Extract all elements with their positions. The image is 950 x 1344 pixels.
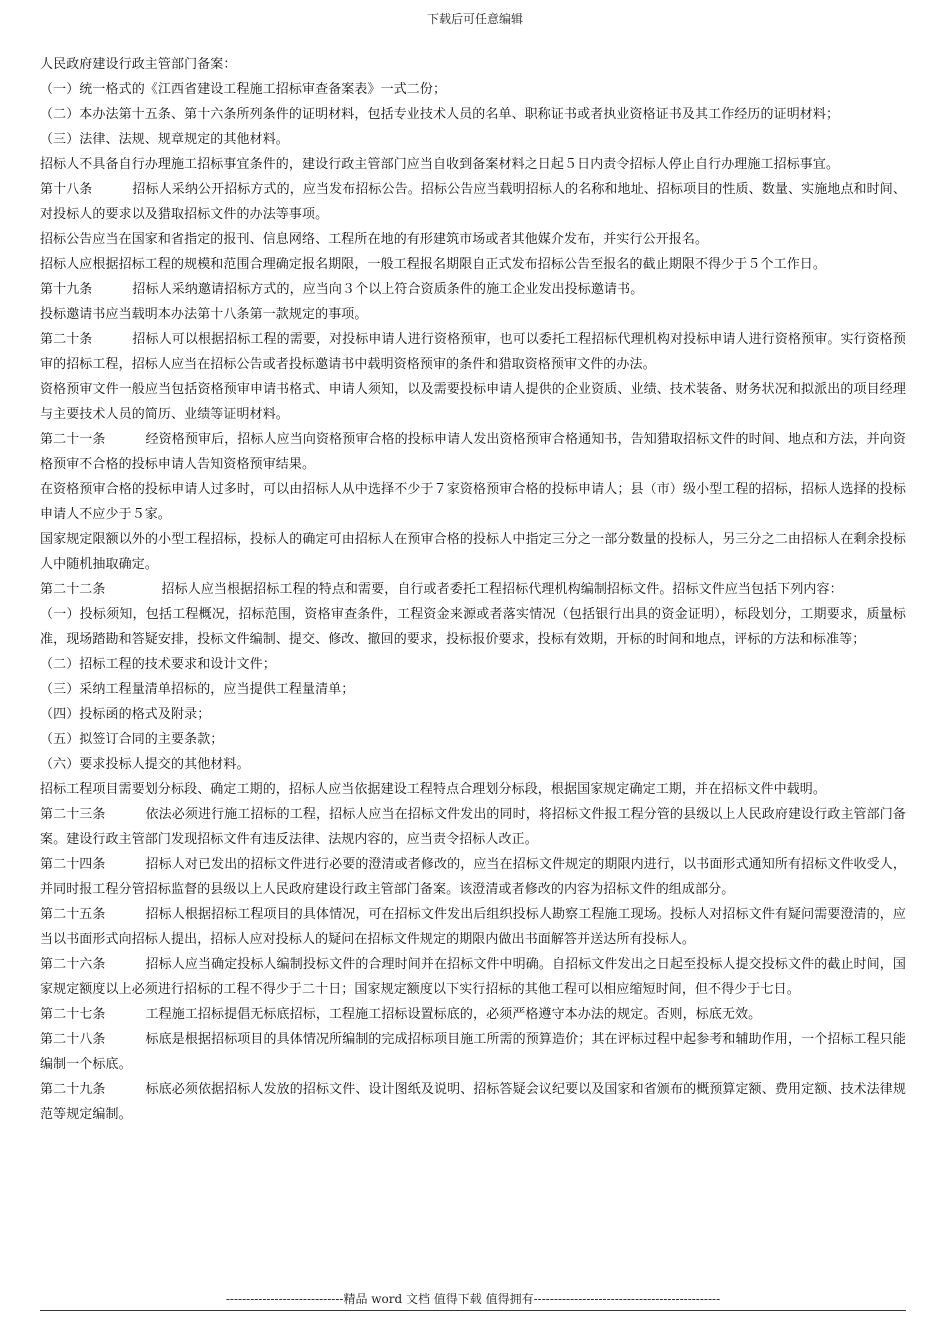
paragraph-text: 招标人对已发出的招标文件进行必要的澄清或者修改的，应当在招标文件规定的期限内进行，以书面形式通知所有招标文件收受人，并同时报工程分管招标监督的县级以上人民政府建设行政主管部门备案。该澄清或者修改的内容为招标文件的组成部分。 [40,857,906,897]
paragraph-text: （五）拟签订合同的主要条款； [40,732,224,747]
paragraph-text: 依法必须进行施工招标的工程，招标人应当在招标文件发出的同时，将招标文件报工程分管的县级以上人民政府建设行政主管部门备案。建设行政主管部门发现招标文件有违反法律、法规内容的，应当责令招标人改正。 [40,807,906,847]
article-paragraph [40,177,906,227]
paragraph-text: （三）采纳工程量清单招标的，应当提供工程量清单； [40,682,355,697]
body-paragraph [40,52,906,77]
article-number: 第二十条 [40,332,93,347]
article-number: 第二十八条 [40,1032,106,1047]
article-paragraph [40,802,906,852]
paragraph-text: （二）本办法第十五条、第十六条所列条件的证明材料，包括专业技术人员的名单、职称证书或者执业资格证书及其工作经历的证明材料； [40,107,840,122]
article-number: 第十九条 [40,282,93,297]
body-paragraph [40,527,906,577]
body-paragraph [40,252,906,277]
article-paragraph [40,327,906,377]
body-paragraph [40,152,906,177]
paragraph-text: 资格预审文件一般应当包括资格预审申请书格式、申请人须知，以及需要投标申请人提供的企业资质、业绩、技术装备、财务状况和拟派出的项目经理与主要技术人员的简历、业绩等证明材料。 [40,382,906,422]
paragraph-text: 招标人采纳邀请招标方式的，应当向３个以上符合资质条件的施工企业发出投标邀请书。 [132,282,644,297]
article-paragraph [40,1027,906,1077]
paragraph-text: 招标人不具备自行办理施工招标事宜条件的，建设行政主管部门应当自收到备案材料之日起５日内责令招标人停止自行办理施工招标事宜。 [40,157,840,172]
paragraph-text: 招标人应根据招标工程的规模和范围合理确定报名期限，一般工程报名期限自正式发布招标公告至报名的截止期限不得少于５个工作日。 [40,257,827,272]
paragraph-text: 标底是根据招标项目的具体情况所编制的完成招标项目施工所需的预算造价；其在评标过程中起参考和辅助作用，一个招标工程只能编制一个标底。 [40,1032,906,1072]
body-paragraph [40,752,906,777]
body-paragraph [40,302,906,327]
document-body [40,52,906,1127]
paragraph-text: （四）投标函的格式及附录； [40,707,211,722]
article-number: 第十八条 [40,182,93,197]
paragraph-text: （一）投标须知，包括工程概况，招标范围，资格审查条件，工程资金来源或者落实情况（包括银行出具的资金证明），标段划分，工期要求，质量标准，现场踏勘和答疑安排，投标文件编制、提交、修改、撤回的要求，投标报价要求，投标有效期，开标的时间和地点，评标的方法和标准等； [40,607,906,647]
article-number: 第二十一条 [40,432,106,447]
paragraph-text: （三）法律、法规、规章规定的其他材料。 [40,132,289,147]
paragraph-text: 标底必须依据招标人发放的招标文件、设计图纸及说明、招标答疑会议纪要以及国家和省颁布的概预算定额、费用定额、技术法律规范等规定编制。 [40,1082,906,1122]
paragraph-text: 工程施工招标提倡无标底招标，工程施工招标设置标底的，必须严格遵守本办法的规定。否则，标底无效。 [145,1007,762,1022]
page-footer: -----------------------------精品 word 文档 值得下载 值得拥有---------------------------------------------- [225,1292,721,1306]
paragraph-text: （一）统一格式的《江西省建设工程施工招标审查备案表》一式二份； [40,82,447,97]
paragraph-text: 投标邀请书应当载明本办法第十八条第一款规定的事项。 [40,307,368,322]
paragraph-text: 招标人根据招标工程项目的具体情况，可在招标文件发出后组织投标人勘察工程施工现场。投标人对招标文件有疑问需要澄清的，应当以书面形式向招标人提出，招标人应对投标人的疑问在招标文件规定的期限内做出书面解答并送达所有投标人。 [40,907,906,947]
body-paragraph [40,377,906,427]
paragraph-text: 国家规定限额以外的小型工程招标，投标人的确定可由招标人在预审合格的投标人中指定三分之一部分数量的投标人，另三分之二由招标人在剩余投标人中随机抽取确定。 [40,532,906,572]
body-paragraph [40,677,906,702]
page-header: 下载后可任意编辑 [426,12,523,26]
body-paragraph [40,702,906,727]
article-paragraph [40,277,906,302]
article-paragraph [40,1077,906,1127]
article-paragraph [40,577,906,602]
article-paragraph [40,952,906,1002]
body-paragraph [40,102,906,127]
paragraph-text: 招标工程项目需要划分标段、确定工期的，招标人应当依据建设工程特点合理划分标段，根据国家规定确定工期，并在招标文件中载明。 [40,782,827,797]
article-paragraph [40,1002,906,1027]
article-number: 第二十九条 [40,1082,106,1097]
article-number: 第二十七条 [40,1007,106,1022]
article-number: 第二十六条 [40,957,106,972]
body-paragraph [40,127,906,152]
paragraph-text: 招标人应当根据招标工程的特点和需要，自行或者委托工程招标代理机构编制招标文件。招标文件应当包括下列内容： [161,582,843,597]
paragraph-text: 招标人采纳公开招标方式的，应当发布招标公告。招标公告应当载明招标人的名称和地址、招标项目的性质、数量、实施地点和时间、对投标人的要求以及猎取招标文件的办法等事项。 [40,182,906,222]
article-paragraph [40,427,906,477]
footer-rule [40,1310,906,1311]
body-paragraph [40,477,906,527]
article-paragraph [40,852,906,902]
paragraph-text: 在资格预审合格的投标申请人过多时，可以由招标人从中选择不少于７家资格预审合格的投标申请人；县（市）级小型工程的招标，招标人选择的投标申请人不应少于５家。 [40,482,906,522]
body-paragraph [40,727,906,752]
paragraph-text: 招标人应当确定投标人编制投标文件的合理时间并在招标文件中明确。自招标文件发出之日起至投标人提交投标文件的截止时间，国家规定额度以上必须进行招标的工程不得少于二十日；国家规定额度以下实行招标的其他工程可以相应缩短时间，但不得少于七日。 [40,957,906,997]
article-number: 第二十二条 [40,582,106,597]
paragraph-text: 招标人可以根据招标工程的需要，对投标申请人进行资格预审，也可以委托工程招标代理机构对投标申请人进行资格预审。实行资格预审的招标工程，招标人应当在招标公告或者投标邀请书中载明资格预审的条件和猎取资格预审文件的办法。 [40,332,906,372]
body-paragraph [40,227,906,252]
paragraph-text: 经资格预审后，招标人应当向资格预审合格的投标申请人发出资格预审合格通知书，告知猎取招标文件的时间、地点和方法，并向资格预审不合格的投标申请人告知资格预审结果。 [40,432,906,472]
body-paragraph [40,77,906,102]
article-number: 第二十三条 [40,807,106,822]
article-number: 第二十五条 [40,907,106,922]
body-paragraph [40,652,906,677]
body-paragraph [40,777,906,802]
paragraph-text: （六）要求投标人提交的其他材料。 [40,757,250,772]
paragraph-text: （二）招标工程的技术要求和设计文件； [40,657,276,672]
paragraph-text: 招标公告应当在国家和省指定的报刊、信息网络、工程所在地的有形建筑市场或者其他媒介发布，并实行公开报名。 [40,232,709,247]
paragraph-text: 人民政府建设行政主管部门备案： [40,57,237,72]
article-number: 第二十四条 [40,857,106,872]
article-paragraph [40,902,906,952]
body-paragraph [40,602,906,652]
